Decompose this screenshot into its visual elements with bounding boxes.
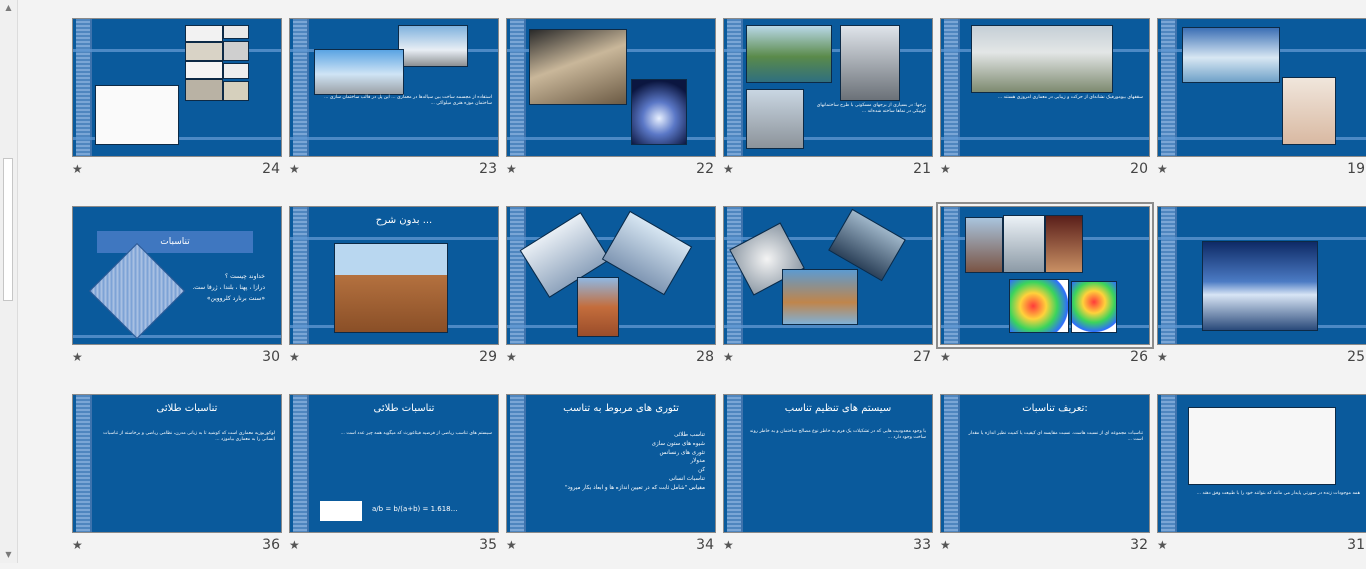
slide-thumbnail[interactable] [723, 394, 937, 569]
transition-star-icon[interactable]: ★ [72, 350, 83, 364]
slide-title: تناسبات طلائی [373, 403, 435, 414]
slide-number: 28 [696, 349, 714, 365]
slide-preview [723, 206, 933, 345]
slide-preview [1157, 18, 1366, 157]
transition-star-icon[interactable]: ★ [940, 162, 951, 176]
transition-star-icon[interactable]: ★ [723, 162, 734, 176]
transition-star-icon[interactable]: ★ [1157, 162, 1168, 176]
slide-title: بدون شرح ... [375, 215, 433, 226]
slide-thumbnail[interactable] [289, 394, 503, 569]
slide-thumbnail[interactable] [940, 18, 1154, 193]
slide-number: 23 [479, 161, 497, 177]
scroll-thumb[interactable] [3, 158, 13, 301]
transition-star-icon[interactable]: ★ [289, 162, 300, 176]
slide-preview [723, 394, 933, 533]
slide-thumbnail[interactable] [1157, 394, 1366, 569]
slide-thumbnail[interactable] [506, 206, 720, 381]
scroll-down-icon[interactable]: ▼ [5, 550, 12, 559]
slide-title: سیستم های تنظیم تناسب [784, 403, 892, 414]
list-item: تناسب طلائی [674, 432, 705, 438]
vertical-scrollbar[interactable] [0, 0, 18, 563]
list-item: تناسبات انسانی [668, 475, 705, 482]
slide-body-text: سقفهای بیومورفیک نشانه‌ای از حرکت و زیبایی در معماری امروزی هستند ... [997, 95, 1143, 100]
slide-number: 24 [262, 161, 280, 177]
slide-thumbnail[interactable] [723, 18, 937, 193]
slide-preview [940, 394, 1150, 533]
slide-preview [72, 206, 282, 345]
slide-thumbnail[interactable] [72, 18, 286, 193]
slide-preview [940, 206, 1150, 345]
slide-number: 33 [913, 537, 931, 553]
list-item: تئوری های رنسانس [659, 449, 705, 456]
slide-number: 29 [479, 349, 497, 365]
transition-star-icon[interactable]: ★ [723, 538, 734, 552]
transition-star-icon[interactable]: ★ [723, 350, 734, 364]
slide-list [531, 431, 705, 493]
slide-preview [506, 394, 716, 533]
slide-preview [72, 18, 282, 157]
list-item: کن [698, 467, 705, 474]
slide-body-text: تناسبات مجموعه ای از نسبت هاست. نسبت مقایسه ای کیفیت یا کمیت نظیر اندازه یا مقدار است ... [968, 431, 1143, 443]
scroll-up-icon[interactable]: ▲ [5, 3, 12, 12]
transition-star-icon[interactable]: ★ [1157, 350, 1168, 364]
slide-title: تناسبات [97, 231, 253, 253]
list-item: مدولار [690, 458, 705, 465]
slide-title: تعریف تناسبات: [1022, 403, 1088, 414]
slide-thumbnail[interactable] [72, 394, 286, 569]
slide-body-text: لوکوربوزیه معماری است که کوشید تا به زبانی مدرن، نظامی ریاضی و برخاسته از تناسبات انسانی را به معماری بیاموزد ... [103, 431, 275, 443]
slide-number: 26 [1130, 349, 1148, 365]
golden-ratio-formula: a/b = b/(a+b) = 1.618… [372, 505, 458, 513]
slide-body-text: همه موجودات زنده در صورتی پایدار می مانند که بتوانند خود را با طبیعت وفق دهند ... [1196, 491, 1360, 496]
slide-title: تئوری های مربوط به تناسب [563, 403, 679, 414]
slide-preview [289, 394, 499, 533]
slide-thumbnail[interactable] [723, 206, 937, 381]
slide-number: 20 [1130, 161, 1148, 177]
slide-thumbnail-selected[interactable] [940, 206, 1154, 381]
slide-preview [289, 18, 499, 157]
transition-star-icon[interactable]: ★ [1157, 538, 1168, 552]
slide-thumbnail[interactable] [289, 206, 503, 381]
transition-star-icon[interactable]: ★ [506, 162, 517, 176]
slide-thumbnail[interactable] [506, 18, 720, 193]
slide-title: تناسبات طلائی [156, 403, 218, 414]
slide-preview [1157, 206, 1366, 345]
slide-number: 36 [262, 537, 280, 553]
slide-preview [723, 18, 933, 157]
slide-body-text: سیستم های تناسب ریاضی از فرضیه فیثاغورث که میگوید همه چیز عدد است ... [340, 431, 492, 436]
transition-star-icon[interactable]: ★ [72, 538, 83, 552]
slide-preview [289, 206, 499, 345]
slide-thumbnail[interactable] [72, 206, 286, 381]
slide-preview [506, 18, 716, 157]
slide-preview [72, 394, 282, 533]
slide-thumbnail[interactable] [1157, 206, 1366, 381]
transition-star-icon[interactable]: ★ [289, 538, 300, 552]
slide-body-text: برجها: در بسیاری از برجهای مسکونی با طرح ساختمانهای کوبیکی در نماها ساخته شده‌اند ... [816, 103, 926, 115]
slide-thumbnail[interactable] [940, 394, 1154, 569]
slide-number: 25 [1347, 349, 1365, 365]
slide-number: 32 [1130, 537, 1148, 553]
slide-preview [940, 18, 1150, 157]
transition-star-icon[interactable]: ★ [506, 538, 517, 552]
transition-star-icon[interactable]: ★ [289, 350, 300, 364]
transition-star-icon[interactable]: ★ [72, 162, 83, 176]
slide-body-text: با وجود محدودیت هایی که در تشکیلات یک فرم به خاطر نوع مصالح ساختمان و به خاطر روند ساخت وجود دارد ... [749, 429, 926, 441]
slide-number: 19 [1347, 161, 1365, 177]
slide-thumbnail[interactable] [506, 394, 720, 569]
slide-thumbnail[interactable] [1157, 18, 1366, 193]
transition-star-icon[interactable]: ★ [940, 538, 951, 552]
slide-preview [1157, 394, 1366, 533]
slide-number: 35 [479, 537, 497, 553]
slide-number: 27 [913, 349, 931, 365]
slide-number: 34 [696, 537, 714, 553]
slide-number: 21 [913, 161, 931, 177]
slide-preview [506, 206, 716, 345]
slide-body-text: استفاده از مجسمه ساخت بین سیاله‌ها در معماری ... این پل در قالب ساختمان سازی ... ساختمان موزه هنری میلواکی ... [324, 95, 492, 107]
list-item: مقیاس "شامل ثابت که در تعیین اندازه ها و ابعاد بکار میرود" [564, 484, 705, 491]
slide-body-text: خداوند چیست ؟ درازا ، پهنا ، بلندا ، ژرفا ست. «سنت برنارد کلرووین» [192, 273, 265, 302]
transition-star-icon[interactable]: ★ [506, 350, 517, 364]
transition-star-icon[interactable]: ★ [940, 350, 951, 364]
slide-number: 22 [696, 161, 714, 177]
slide-number: 31 [1347, 537, 1365, 553]
slide-number: 30 [262, 349, 280, 365]
list-item: شیوه های ستون سازی [651, 440, 705, 447]
slide-thumbnail[interactable] [289, 18, 503, 193]
